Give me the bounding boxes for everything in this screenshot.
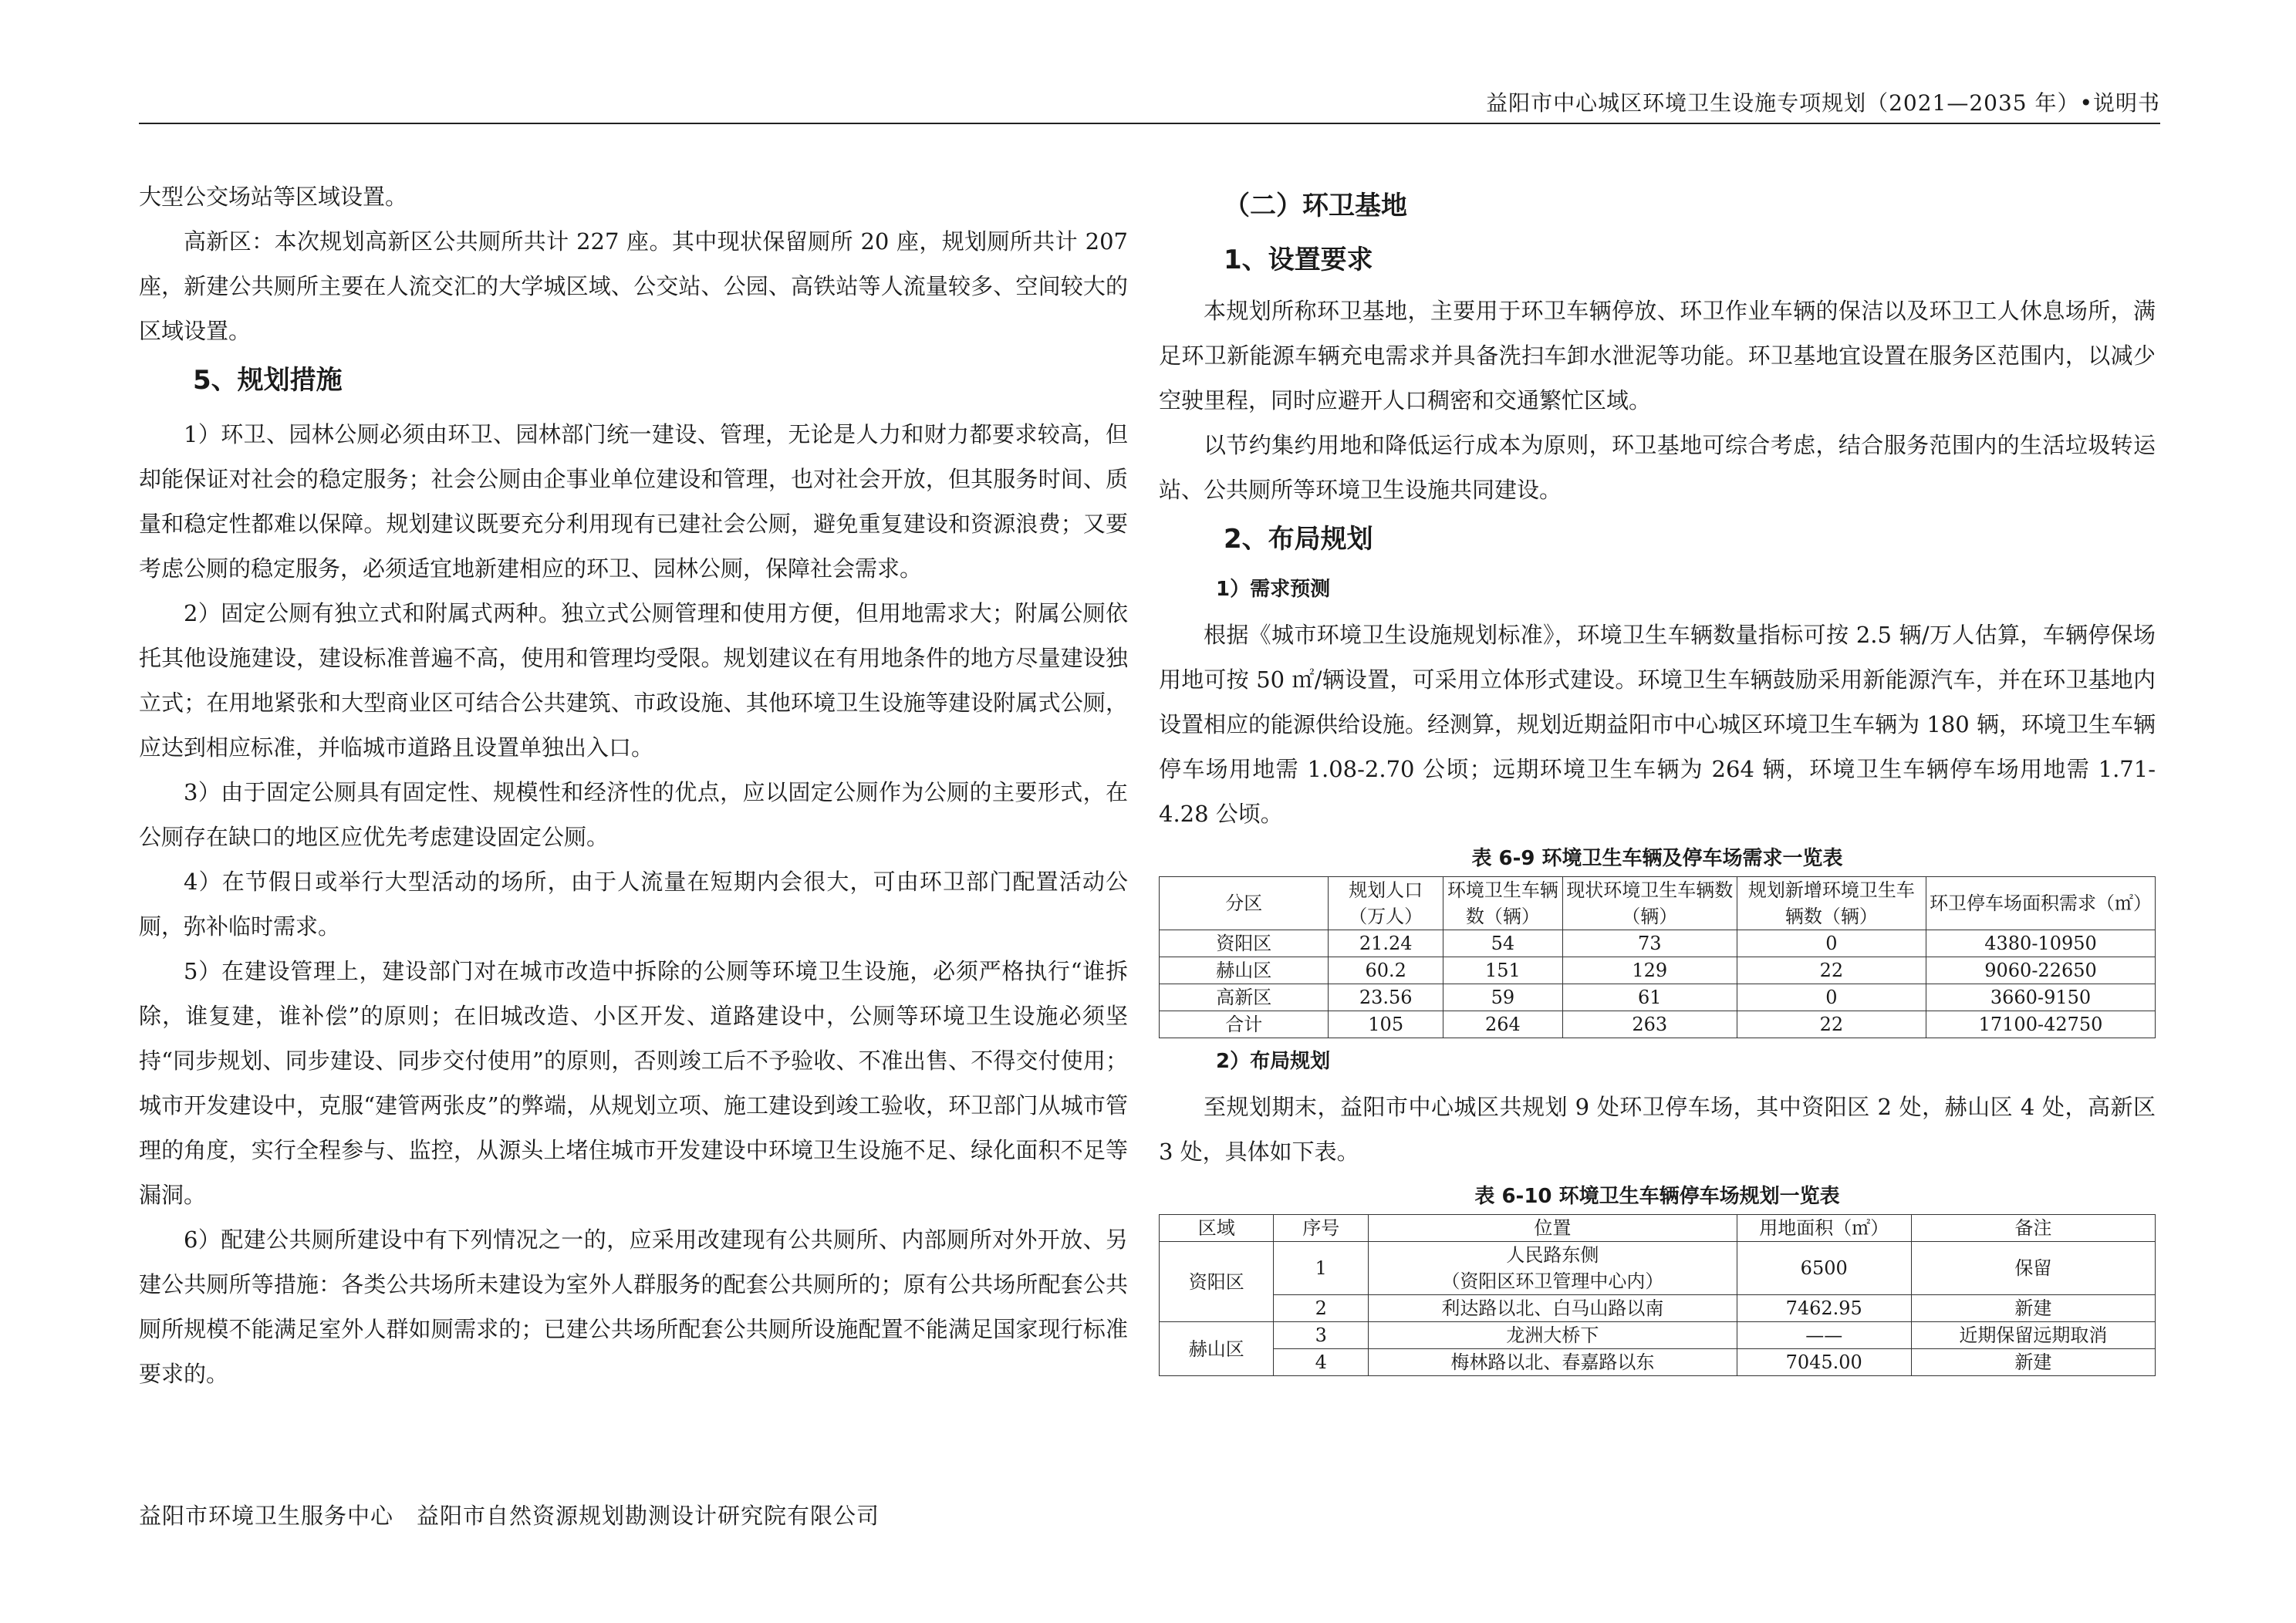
table-cell: 73 xyxy=(1562,930,1737,957)
paragraph-base-definition: 本规划所称环卫基地，主要用于环卫车辆停放、环卫作业车辆的保洁以及环卫工人休息场所，满足环卫新能源车辆充电需求并具备洗扫车卸水泄泥等功能。环卫基地宜设置在服务区范围内，以减少空驶里程，同时应避开人口稠密和交通繁忙区域。 xyxy=(1159,298,2156,413)
table-header-row xyxy=(1160,1215,2156,1242)
paragraph-base-colocation: 以节约集约用地和降低运行成本为原则，环卫基地可综合考虑，结合服务范围内的生活垃圾转运站、公共厕所等环境卫生设施共同建设。 xyxy=(1159,432,2156,503)
measure-1: 1）环卫、园林公厕必须由环卫、园林部门统一建设、管理，无论是人力和财力都要求较高，但却能保证对社会的稳定服务；社会公厕由企事业单位建设和管理，也对社会开放，但其服务时间、质量和稳定性都难以保障。规划建议既要充分利用现有已建社会公厕，避免重复建设和资源浪费；又要考虑公厕的稳定服务，必须适宜地新建相应的环卫、园林公厕，保障社会需求。 xyxy=(139,421,1128,582)
table-6-9 xyxy=(1159,876,2156,1038)
measure-2: 2）固定公厕有独立式和附属式两种。独立式公厕管理和使用方便，但用地需求大；附属公厕依托其他设施建设，建设标准普遍不高，使用和管理均受限。规划建议在有用地条件的地方尽量建设独立式；在用地紧张和大型商业区可结合公共建筑、市政设施、其他环境卫生设施等建设附属式公厕，应达到相应标准，并临城市道路且设置单独出入口。 xyxy=(139,600,1128,761)
table-cell: 1 xyxy=(1274,1242,1369,1295)
measure-6: 6）配建公共厕所建设中有下列情况之一的，应采用改建现有公共厕所、内部厕所对外开放、另建公共厕所等措施：各类公共场所未建设为室外人群服务的配套公共厕所的；原有公共场所配套公共厕所规模不能满足室外人群如厕需求的；已建公共场所配套公共厕所设施配置不能满足国家现行标准要求的。 xyxy=(139,1227,1128,1387)
table-cell: 61 xyxy=(1562,984,1737,1011)
table-cell: 4380-10950 xyxy=(1926,930,2156,957)
table-cell: 6500 xyxy=(1737,1242,1911,1295)
table-cell: 7045.00 xyxy=(1737,1349,1911,1376)
table-header-cell: 区域 xyxy=(1160,1215,1274,1242)
table-row xyxy=(1160,930,2156,957)
table-cell: 59 xyxy=(1443,984,1562,1011)
table-cell: 3660-9150 xyxy=(1926,984,2156,1011)
table-header-cell: 分区 xyxy=(1160,877,1329,930)
table-cell: 7462.95 xyxy=(1737,1295,1911,1322)
paragraph-intro-continuation: 大型公交场站等区域设置。 xyxy=(139,184,408,210)
table-header-cell: 现状环境卫生车辆数（辆） xyxy=(1562,877,1737,930)
table-cell: 新建 xyxy=(1911,1295,2155,1322)
table-cell: 资阳区 xyxy=(1160,930,1329,957)
table-cell: 151 xyxy=(1443,957,1562,984)
table-row xyxy=(1160,1242,2156,1295)
table-6-9-caption: 表 6-9 环境卫生车辆及停车场需求一览表 xyxy=(1471,847,1843,870)
measure-4: 4）在节假日或举行大型活动的场所，由于人流量在短期内会很大，可由环卫部门配置活动公厕，弥补临时需求。 xyxy=(139,869,1128,940)
table-cell: 22 xyxy=(1737,957,1926,984)
left-column xyxy=(139,174,1128,1396)
table-row-total xyxy=(1160,1011,2156,1038)
table-cell: 105 xyxy=(1329,1011,1443,1038)
table-header-cell: 序号 xyxy=(1274,1215,1369,1242)
table-cell: 3 xyxy=(1274,1322,1369,1349)
measure-3: 3）由于固定公厕具有固定性、规模性和经济性的优点，应以固定公厕作为公厕的主要形式，在公厕存在缺口的地区应优先考虑建设固定公厕。 xyxy=(139,779,1128,850)
table-cell-location: 利达路以北、白马山路以南 xyxy=(1369,1295,1737,1322)
table-cell: 23.56 xyxy=(1329,984,1443,1011)
heading-sanitation-base: （二）环卫基地 xyxy=(1224,191,1407,221)
table-cell: 0 xyxy=(1737,930,1926,957)
table-header-cell: 环境卫生车辆数（辆） xyxy=(1443,877,1562,930)
table-cell-area: 赫山区 xyxy=(1160,1322,1274,1376)
table-header-row xyxy=(1160,877,2156,930)
heading-layout-planning: 2、布局规划 xyxy=(1224,524,1373,555)
table-header-cell: 用地面积（㎡） xyxy=(1737,1215,1911,1242)
table-cell: 4 xyxy=(1274,1349,1369,1376)
table-cell: 0 xyxy=(1737,984,1926,1011)
table-cell-location xyxy=(1369,1242,1737,1295)
footer-org-2: 益阳市自然资源规划勘测设计研究院有限公司 xyxy=(417,1503,880,1529)
heading-setup-requirements: 1、设置要求 xyxy=(1224,245,1373,275)
table-cell: 2 xyxy=(1274,1295,1369,1322)
table-cell: —— xyxy=(1737,1322,1911,1349)
location-line-2: （资阳区环卫管理中心内） xyxy=(1441,1270,1664,1292)
paragraph-gaoxin: 高新区：本次规划高新区公共厕所共计 227 座。其中现状保留厕所 20 座，规划厕所共计 207 座，新建公共厕所主要在人流交汇的大学城区域、公交站、公园、高铁站等人流量较多、空间较大的区域设置。 xyxy=(139,228,1128,344)
table-header-cell: 备注 xyxy=(1911,1215,2155,1242)
table-cell: 264 xyxy=(1443,1011,1562,1038)
header-rule xyxy=(139,123,2160,124)
table-header-cell: 规划新增环境卫生车辆数（辆） xyxy=(1737,877,1926,930)
paragraph-layout-plan: 至规划期末，益阳市中心城区共规划 9 处环卫停车场，其中资阳区 2 处，赫山区 4 处，高新区 3 处，具体如下表。 xyxy=(1159,1094,2156,1165)
table-6-10 xyxy=(1159,1214,2156,1376)
page-footer xyxy=(139,1499,880,1530)
table-cell: 保留 xyxy=(1911,1242,2155,1295)
table-cell: 17100-42750 xyxy=(1926,1011,2156,1038)
table-cell: 高新区 xyxy=(1160,984,1329,1011)
heading-layout-plan: 2）布局规划 xyxy=(1216,1050,1331,1073)
heading-demand-forecast: 1）需求预测 xyxy=(1216,578,1331,601)
table-header-cell: 环卫停车场面积需求（㎡） xyxy=(1926,877,2156,930)
table-cell: 9060-22650 xyxy=(1926,957,2156,984)
table-cell: 54 xyxy=(1443,930,1562,957)
table-row xyxy=(1160,1295,2156,1322)
right-column xyxy=(1159,179,2156,1376)
location-line-1: 人民路东侧 xyxy=(1506,1244,1599,1266)
table-6-10-caption: 表 6-10 环境卫生车辆停车场规划一览表 xyxy=(1474,1185,1840,1208)
table-cell: 60.2 xyxy=(1329,957,1443,984)
footer-org-1: 益阳市环境卫生服务中心 xyxy=(139,1503,394,1529)
table-cell: 赫山区 xyxy=(1160,957,1329,984)
table-row xyxy=(1160,1322,2156,1349)
table-cell: 263 xyxy=(1562,1011,1737,1038)
table-cell: 22 xyxy=(1737,1011,1926,1038)
table-cell: 21.24 xyxy=(1329,930,1443,957)
measure-5: 5）在建设管理上，建设部门对在城市改造中拆除的公厕等环境卫生设施，必须严格执行“谁拆除，谁复建，谁补偿”的原则；在旧城改造、小区开发、道路建设中，公厕等环境卫生设施必须坚持“同步规划、同步建设、同步交付使用”的原则，否则竣工后不予验收、不准出售、不得交付使用；城市开发建设中，克服“建管两张皮”的弊端，从规划立项、施工建设到竣工验收，环卫部门从城市管理的角度，实行全程参与、监控，从源头上堵住城市开发建设中环境卫生设施不足、绿化面积不足等漏洞。 xyxy=(139,958,1128,1208)
table-row xyxy=(1160,984,2156,1011)
running-header: 益阳市中心城区环境卫生设施专项规划（2021—2035 年）•说明书 xyxy=(1486,90,2160,116)
table-row xyxy=(1160,1349,2156,1376)
paragraph-demand-forecast: 根据《城市环境卫生设施规划标准》，环境卫生车辆数量指标可按 2.5 辆/万人估算，车辆停保场用地可按 50 ㎡/辆设置，可采用立体形式建设。环境卫生车辆鼓励采用新能源汽车，并在环卫基地内设置相应的能源供给设施。经测算，规划近期益阳市中心城区环境卫生车辆为 180 辆，环境卫生车辆停车场用地需 1.08-2.70 公顷；远期环境卫生车辆为 264 辆，环境卫生车辆停车场用地需 1.71-4.28 公顷。 xyxy=(1159,622,2156,827)
table-cell: 129 xyxy=(1562,957,1737,984)
heading-planning-measures: 5、规划措施 xyxy=(193,365,343,396)
table-cell-location: 梅林路以北、春嘉路以东 xyxy=(1369,1349,1737,1376)
table-header-cell: 规划人口（万人） xyxy=(1329,877,1443,930)
table-header-cell: 位置 xyxy=(1369,1215,1737,1242)
table-cell: 合计 xyxy=(1160,1011,1329,1038)
table-cell-area: 资阳区 xyxy=(1160,1242,1274,1322)
table-row xyxy=(1160,957,2156,984)
table-cell-location: 龙洲大桥下 xyxy=(1369,1322,1737,1349)
table-cell: 近期保留远期取消 xyxy=(1911,1322,2155,1349)
table-cell: 新建 xyxy=(1911,1349,2155,1376)
